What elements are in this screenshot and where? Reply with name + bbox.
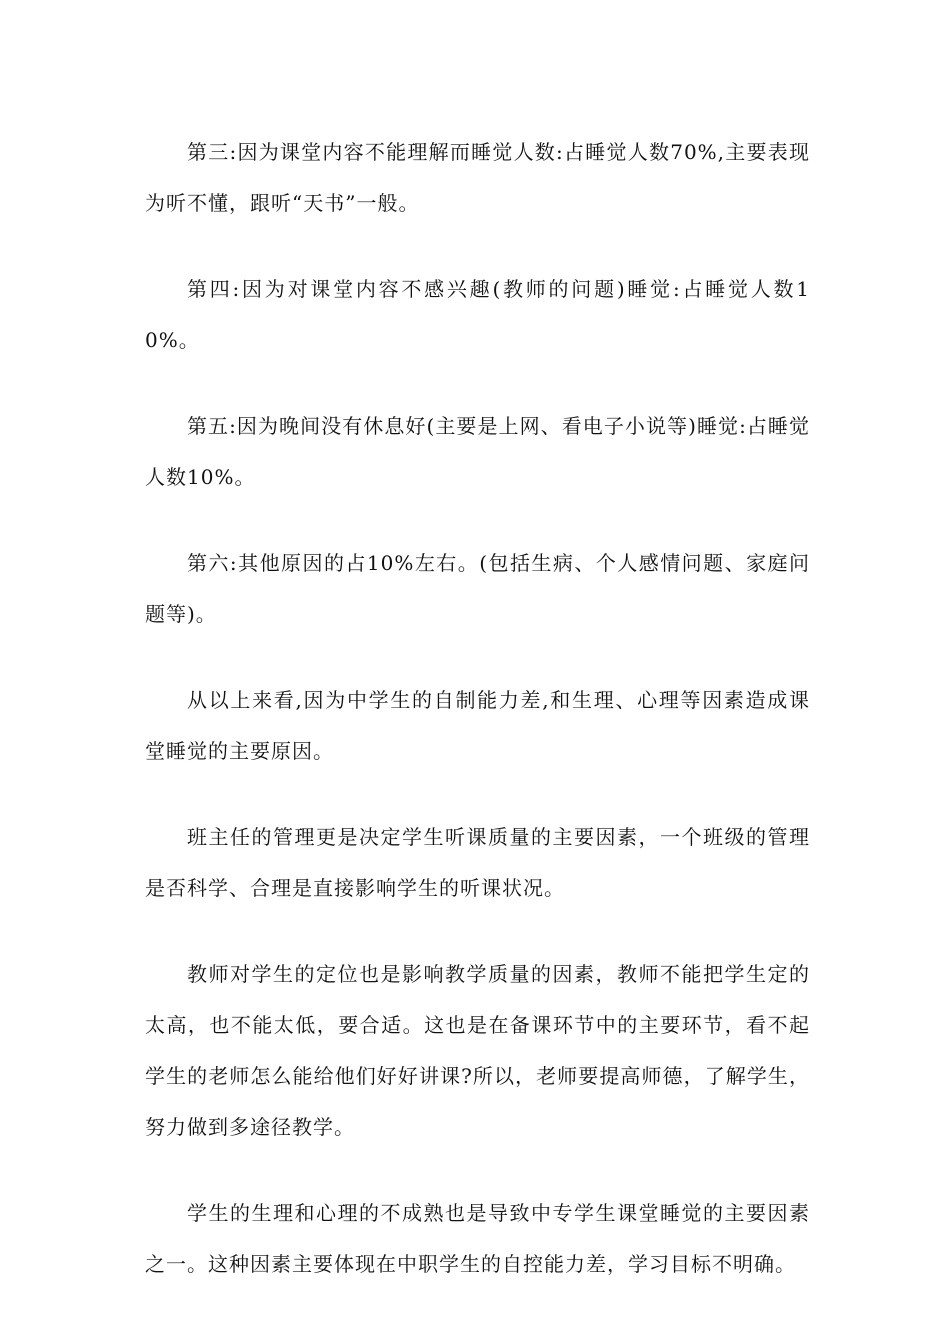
paragraph-reason-three: 第三:因为课堂内容不能理解而睡觉人数:占睡觉人数70%,主要表现为听不懂，跟听“天书”一般。 xyxy=(145,140,810,215)
paragraph-teacher-positioning: 教师对学生的定位也是影响教学质量的因素，教师不能把学生定的太高，也不能太低，要合适。这也是在备课环节中的主要环节，看不起学生的老师怎么能给他们好好讲课?所以，老师要提高师德，了解学生，努力做到多途径教学。 xyxy=(145,962,810,1139)
document-body xyxy=(145,127,810,1325)
paragraph-reason-five: 第五:因为晚间没有休息好(主要是上网、看电子小说等)睡觉:占睡觉人数10%。 xyxy=(145,414,810,489)
paragraph-class-teacher: 班主任的管理更是决定学生听课质量的主要因素，一个班级的管理是否科学、合理是直接影响学生的听课状况。 xyxy=(145,825,810,900)
paragraph-summary: 从以上来看,因为中学生的自制能力差,和生理、心理等因素造成课堂睡觉的主要原因。 xyxy=(145,688,810,763)
paragraph-reason-four: 第四:因为对课堂内容不感兴趣(教师的问题)睡觉:占睡觉人数10%。 xyxy=(145,277,810,352)
paragraph-reason-six: 第六:其他原因的占10%左右。(包括生病、个人感情问题、家庭问题等)。 xyxy=(145,551,810,626)
paragraph-student-maturity: 学生的生理和心理的不成熟也是导致中专学生课堂睡觉的主要因素之一。这种因素主要体现在中职学生的自控能力差，学习目标不明确。 xyxy=(145,1201,810,1276)
